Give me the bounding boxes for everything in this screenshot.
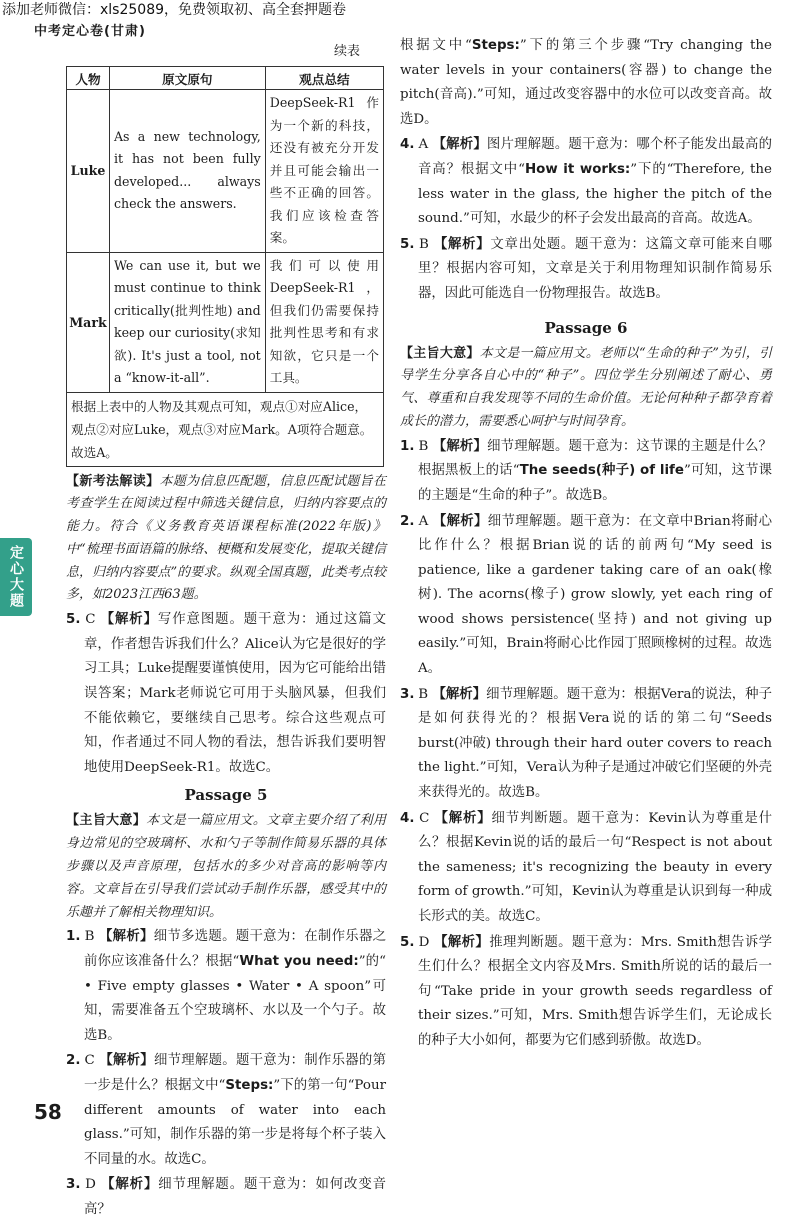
answer-letter: B <box>84 929 95 945</box>
table-continued-label: 续表 <box>333 44 360 59</box>
opinion-table <box>66 66 384 467</box>
main-idea-tag: 【主旨大意】 <box>400 345 480 361</box>
table-cell-original: We can use it, but we must continue to think critically(批判性地) and keep our curiosity(求知欲). It's just a tool, not a “know-it-all”. <box>109 252 265 392</box>
analysis-text: 文章出处题。题干意为：这篇文章可能来自哪里？根据内容可知，文章是关于利用物理知识制作简易乐器，因此可能选自一份物理报告。故选B。 <box>418 236 773 301</box>
answer-item <box>400 132 772 231</box>
analysis-tag: 【解析】 <box>432 437 488 454</box>
analysis-text: 细节理解题。题干意为：在文章中Brian将耐心比作什么？根据Brian说的话的前两句“My seed is patience, like a gardener taking care of an oak(橡树). The acorns(橡子) grow slowly, yet each ring of wood shows persistence(坚持) and not giving up easily.”可知，Brain将耐心比作园丁照顾橡树的过程。故选A。 <box>418 513 772 677</box>
table-header-person: 人物 <box>67 67 110 90</box>
answer-item <box>66 1172 386 1222</box>
analysis-bold: How it works: <box>524 161 631 177</box>
analysis-tag: 【解析】 <box>434 809 492 826</box>
answer-letter: A <box>418 137 429 153</box>
table-header-row <box>67 67 384 90</box>
answer-item <box>400 232 772 307</box>
analysis-bold: Steps: <box>471 38 520 53</box>
table-summary-row <box>67 392 384 466</box>
question-number: 3. <box>66 1177 81 1193</box>
answer-letter: C <box>419 810 430 826</box>
question-number: 2. <box>66 1053 81 1069</box>
analysis-tag: 【解析】 <box>432 512 488 529</box>
analysis-tag: 【解析】 <box>432 136 487 153</box>
analysis-text: 图片理解题。题干意为：哪个杯子能发出最高的音高？根据文中“ <box>418 137 772 177</box>
question-number: 5. <box>400 236 415 252</box>
table-cell-view: 我们可以使用DeepSeek-R1，但我们仍需要保持批判性思考和有求知欲，它只是一个工具。 <box>265 252 383 392</box>
watermark-text: 添加老师微信：xls25089，免费领取初、高全套押题卷 <box>2 2 347 18</box>
question-number: 3. <box>400 686 415 702</box>
analysis-text: 细节理解题。题干意为：这节课的主题是什么？根据黑板上的话“ <box>418 438 773 479</box>
analysis-text: 细节理解题。题干意为：制作乐器的第一步是什么？根据文中“ <box>84 1053 386 1093</box>
analysis-bold: Steps: <box>225 1077 274 1093</box>
question-number: 1. <box>400 438 415 454</box>
question-number: 5. <box>66 612 81 628</box>
new-exam-tag: 【新考法解读】 <box>66 473 160 489</box>
analysis-text: 根据文中“ <box>400 38 472 53</box>
main-idea-text: 本文是一篇应用文。老师以“生命的种子”为引，引导学生分享各自心中的“种子”。四位学生分别阐述了耐心、勇气、尊重和自我发现等不同的生命价值。无论何种种子都孕育着成长的潜力，需要悉心呵护与时间孕育。 <box>400 345 772 429</box>
page-number: 58 <box>34 1100 62 1124</box>
analysis-text: ”下的“Therefore, the less water in the glass, the higher the pitch of the sound.”可知，水最少的杯子会发出最高的音高。故选A。 <box>418 161 772 227</box>
side-tab: 定心大题 <box>0 538 32 616</box>
answer-letter: A <box>418 513 429 529</box>
answer-item <box>66 924 386 1048</box>
table-cell-view: DeepSeek-R1作为一个新的科技，还没有被充分开发并且可能会输出一些不正确的回答。我们应该检查答案。 <box>265 90 383 253</box>
main-idea <box>400 343 772 434</box>
analysis-tag: 【解析】 <box>433 235 491 252</box>
left-column <box>66 42 386 1223</box>
answer-item <box>400 806 772 930</box>
question-number: 2. <box>400 513 415 529</box>
table-header-view: 观点总结 <box>265 67 383 90</box>
answer-letter: B <box>419 236 429 252</box>
answer-item <box>66 1048 386 1172</box>
analysis-tag: 【解析】 <box>99 1052 154 1069</box>
analysis-bold: The seeds(种子) of life <box>519 463 684 479</box>
answer-letter: C <box>85 612 96 628</box>
new-exam-text: 本题为信息匹配题，信息匹配试题旨在考查学生在阅读过程中筛选关键信息，归纳内容要点的能力。符合《义务教育英语课程标准(2022年版)》中“梳理书面语篇的脉络、梗概和发展变化，提取关键信息，归纳内容要点”的要求。纵观全国真题，此类考点较多，如2023江西63题。 <box>66 473 386 603</box>
analysis-tag: 【解析】 <box>432 685 487 702</box>
series-title: 中考定心卷(甘肃) <box>34 24 146 39</box>
question-number: 4. <box>400 137 415 153</box>
analysis-text: 细节理解题。题干意为：如何改变音高？ <box>84 1177 387 1217</box>
answer-item <box>400 682 772 806</box>
new-exam-note <box>66 471 386 608</box>
table-row <box>67 90 384 253</box>
analysis-text: ”可知，这节课的主题是“生命的种子”。故选B。 <box>418 463 772 503</box>
table-header-original: 原文原句 <box>109 67 265 90</box>
answer-item <box>400 509 772 682</box>
answer-item <box>400 434 772 509</box>
analysis-text: ”下的第一句“Pour different amounts of water into each glass.”可知，制作乐器的第一步是将每个杯子装入不同量的水。故选C。 <box>84 1077 386 1167</box>
main-idea <box>66 810 386 924</box>
analysis-tag: 【解析】 <box>100 611 158 628</box>
analysis-text: ”下的第三个步骤“Try changing the water levels in your containers(容器) to change the pitch(音高).”可知，通过改变容器中的水位可以改变音高。故选D。 <box>400 38 772 127</box>
table-cell-person: Mark <box>67 252 110 392</box>
answer-item <box>400 930 772 1054</box>
table-cell-original: As a new technology, it has not been fully developed... always check the answers. <box>109 90 265 253</box>
table-row <box>67 252 384 392</box>
question-number: 1. <box>66 929 81 945</box>
table-cell-person: Luke <box>67 90 110 253</box>
passage-title: Passage 6 <box>544 318 628 337</box>
analysis-text: 细节理解题。题干意为：根据Vera的说法，种子是如何获得光的？根据Vera说的话的第二句“Seeds burst(冲破) through their hard outer covers to reach the light.”可知，Vera认为种子是通过冲破它们坚硬的外壳来获得光的。故选B。 <box>418 686 773 801</box>
answer-item <box>66 607 386 780</box>
main-idea-tag: 【主旨大意】 <box>66 813 147 829</box>
table-summary: 根据上表中的人物及其观点可知，观点①对应Alice，观点②对应Luke，观点③对应Mark。A项符合题意。故选A。 <box>67 392 384 466</box>
analysis-text: 细节多选题。题干意为：在制作乐器之前你应该准备什么？根据“ <box>84 929 387 970</box>
analysis-tag: 【解析】 <box>101 1176 159 1193</box>
answer-letter: D <box>85 1177 96 1193</box>
analysis-text: ”的“ • Five empty glasses • Water • A spoon”可知，需要准备五个空玻璃杯、水以及一个勺子。故选B。 <box>84 954 386 1043</box>
analysis-tag: 【解析】 <box>98 928 154 945</box>
question-number: 5. <box>400 934 415 950</box>
passage-title: Passage 5 <box>184 786 268 805</box>
analysis-bold: What you need: <box>239 954 359 970</box>
analysis-text: 推理判断题。题干意为：Mrs. Smith想告诉学生们什么？根据全文内容及Mrs. Smith所说的话的最后一句“Take pride in your growth seeds regardless of their sizes.”可知，Mrs. Smith想告诉学生们，无论成长的种子大小如何，都要为它们感到骄傲。故选D。 <box>418 934 773 1048</box>
analysis-text: 细节判断题。题干意为：Kevin认为尊重是什么？根据Kevin说的话的最后一句“Respect is not about the sameness; it's recognizing the beauty in every form of growth.”可知，Kevin认为尊重是认识到每一种成长形式的美。故选C。 <box>418 810 772 924</box>
answer-letter: C <box>84 1053 95 1069</box>
analysis-tag: 【解析】 <box>434 933 490 950</box>
analysis-continued <box>400 34 772 132</box>
answer-letter: D <box>418 934 430 950</box>
answer-letter: B <box>418 438 429 454</box>
main-idea-text: 本文是一篇应用文。文章主要介绍了利用身边常见的空玻璃杯、水和勺子等制作简易乐器的具体步骤以及声音原理，包括水的多少对音高的影响等内容。文章旨在引导我们尝试动手制作乐器，感受其中的乐趣并了解相关物理知识。 <box>66 813 386 920</box>
question-number: 4. <box>400 810 415 826</box>
analysis-text: 写作意图题。题干意为：通过这篇文章，作者想告诉我们什么？Alice认为它是很好的学习工具；Luke提醒要谨慎使用，因为它可能给出错误答案；Mark老师说它可用于头脑风暴，但我们不能依赖它，要继续自己思考。综合这些观点可知，作者通过不同人物的看法，想告诉我们要明智地使用DeepSeek-R1。故选C。 <box>84 612 387 775</box>
right-column <box>400 34 772 1054</box>
answer-letter: B <box>418 686 429 702</box>
